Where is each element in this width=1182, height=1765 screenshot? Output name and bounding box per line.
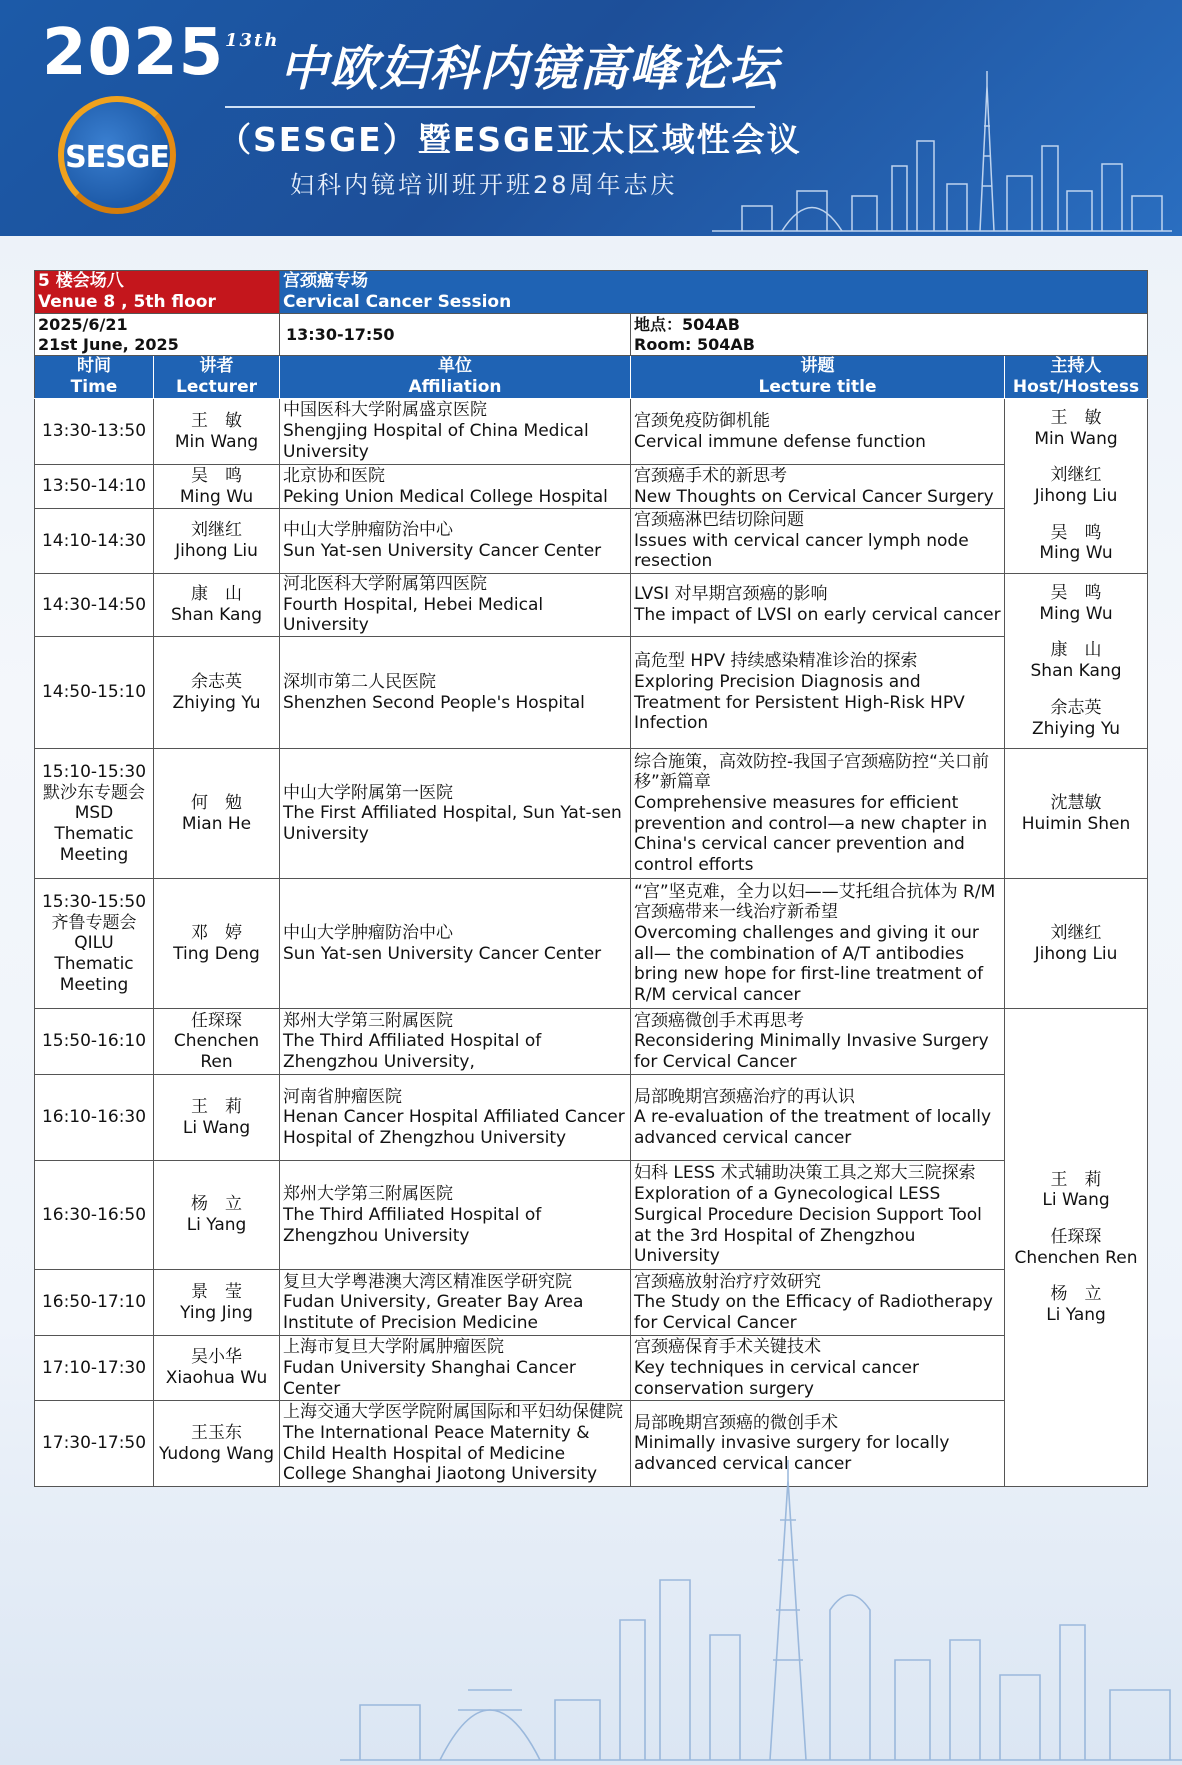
affiliation-cn: 中山大学肿瘤防治中心	[283, 520, 454, 541]
table-row	[35, 749, 1148, 879]
col-title-cn: 讲题	[800, 356, 835, 377]
host-en: Li Yang	[1046, 1305, 1106, 1326]
affiliation-cn: 河南省肿瘤医院	[283, 1086, 403, 1107]
time-cell: 14:30-14:50	[35, 574, 154, 637]
host-en: Huimin Shen	[1021, 813, 1131, 834]
lecturer-cell	[154, 1161, 280, 1270]
lecturer-cn: 王 莉	[191, 1096, 242, 1117]
affiliation-en: Henan Cancer Hospital Affiliated Cancer Hospital of Zhengzhou University	[283, 1107, 625, 1149]
topic-cn: 高危型 HPV 持续感染精准诊治的探索	[634, 651, 918, 672]
topic-cn: 综合施策，高效防控-我国子宫颈癌防控“关口前移”新篇章	[634, 751, 989, 793]
lecturer-en: Li Yang	[186, 1215, 247, 1236]
forum-title	[225, 30, 779, 99]
host-cn: 康 山	[1050, 640, 1102, 661]
host-cell	[1005, 574, 1148, 749]
column-header-row	[35, 356, 1148, 399]
col-affiliation-en: Affiliation	[408, 377, 502, 397]
topic-cell	[631, 509, 1005, 574]
host-cn: 任琛琛	[1050, 1226, 1102, 1247]
host-item	[1008, 523, 1144, 564]
lecturer-en: Li Wang	[182, 1117, 251, 1138]
logo-text: SESGE	[65, 140, 169, 175]
topic-en: Reconsidering Minimally Invasive Surgery for Cervical Cancer	[634, 1031, 989, 1073]
time-note-en: QILU Thematic Meeting	[54, 933, 134, 995]
date-cell	[35, 314, 280, 356]
topic-cell	[631, 879, 1005, 1009]
affiliation-cell	[280, 574, 631, 637]
table-row	[35, 879, 1148, 1009]
lecturer-cn: 景 莹	[191, 1281, 242, 1302]
lecturer-en: Min Wang	[174, 431, 259, 452]
table-row	[35, 465, 1148, 509]
lecturer-cn: 王 敏	[191, 410, 242, 431]
affiliation-cn: 河北医科大学附属第四医院	[283, 574, 488, 594]
topic-en: The impact of LVSI on early cervical cancer	[634, 605, 1001, 626]
lecturer-en: Jihong Liu	[175, 541, 258, 561]
affiliation-en: The International Peace Maternity & Child Health Hospital of Medicine College Shanghai Jiaotong University	[283, 1422, 598, 1485]
lecturer-cn: 余志英	[191, 671, 242, 692]
affiliation-en: Fudan University, Greater Bay Area Institute of Precision Medicine	[283, 1292, 584, 1334]
affiliation-en: Fudan University Shanghai Cancer Center	[283, 1357, 576, 1399]
host-en: Ming Wu	[1039, 543, 1113, 564]
table-row	[35, 1075, 1148, 1161]
lecturer-cell	[154, 574, 280, 637]
affiliation-cell	[280, 1161, 631, 1270]
topic-en: Overcoming challenges and giving it our all— the combination of A/T antibodies bring new hope for first-line treatment of R/M cervical cancer	[634, 922, 984, 1006]
affiliation-cell	[280, 1270, 631, 1336]
lecturer-cell	[154, 1270, 280, 1336]
host-item	[1008, 793, 1144, 834]
time-cell: 14:50-15:10	[35, 637, 154, 749]
lecturer-cn: 杨 立	[191, 1194, 242, 1215]
affiliation-cell	[280, 879, 631, 1009]
table-row	[35, 1161, 1148, 1270]
affiliation-cn: 郑州大学第三附属医院	[283, 1010, 454, 1031]
lecturer-en: Ming Wu	[179, 486, 254, 507]
bottom-skyline-illustration	[340, 1460, 1182, 1765]
topic-en: A re-evaluation of the treatment of locally advanced cervical cancer	[634, 1107, 992, 1149]
forum-title-text: 中欧妇科内镜高峰论坛	[279, 41, 780, 97]
lecturer-cell	[154, 749, 280, 879]
lecturer-cell	[154, 1075, 280, 1161]
host-item	[1008, 408, 1144, 449]
topic-cn: 妇科 LESS 术式辅助决策工具之郑大三院探索	[634, 1163, 976, 1184]
col-header-lecturer	[154, 356, 280, 399]
lecturer-cell	[154, 1009, 280, 1075]
host-en: Chenchen Ren	[1014, 1247, 1138, 1268]
host-en: Shan Kang	[1030, 661, 1122, 682]
lecturer-en: Ying Jing	[180, 1302, 253, 1323]
host-item	[1008, 1284, 1144, 1325]
topic-cell	[631, 465, 1005, 509]
time-cell	[35, 749, 154, 879]
header-banner	[0, 0, 1182, 236]
host-cell	[1005, 879, 1148, 1009]
topic-cn: LVSI 对早期宫颈癌的影响	[634, 584, 828, 605]
lecturer-en: Ting Deng	[173, 943, 260, 964]
host-cn: 吴 鸣	[1050, 522, 1102, 543]
host-en: Li Wang	[1042, 1190, 1110, 1211]
city-skyline-illustration	[702, 66, 1182, 236]
lecturer-en: Chenchen Ren	[173, 1031, 260, 1073]
affiliation-cn: 深圳市第二人民医院	[283, 671, 437, 692]
affiliation-cell	[280, 637, 631, 749]
lecturer-en: Shan Kang	[171, 605, 262, 626]
topic-en: Exploring Precision Diagnosis and Treatment for Persistent High-Risk HPV Infection	[634, 671, 965, 734]
time-cell	[35, 879, 154, 1009]
forum-tagline: 妇科内镜培训班开班28周年志庆	[290, 171, 678, 199]
time-value: 15:10-15:30	[41, 761, 147, 782]
topic-cell	[631, 1075, 1005, 1161]
topic-cn: 宫颈癌手术的新思考	[634, 465, 788, 486]
host-cn: 吴 鸣	[1050, 582, 1102, 603]
affiliation-cell	[280, 749, 631, 879]
host-cn: 沈慧敏	[1050, 792, 1102, 813]
topic-cn: 宫颈免疫防御机能	[634, 410, 771, 431]
location-en: Room: 504AB	[634, 334, 755, 354]
affiliation-en: Shenzhen Second People's Hospital	[283, 692, 585, 713]
lecturer-en: Xiaohua Wu	[165, 1368, 268, 1389]
lecturer-en: Zhiying Yu	[172, 692, 261, 713]
topic-cell	[631, 574, 1005, 637]
date-cn: 2025/6/21	[38, 314, 128, 334]
schedule-table	[34, 270, 1148, 1487]
col-affiliation-cn: 单位	[438, 356, 473, 377]
affiliation-cn: 北京协和医院	[283, 465, 386, 486]
host-cn: 杨 立	[1050, 1284, 1102, 1305]
edition-mark: 13th	[225, 30, 280, 51]
venue-cell	[35, 271, 280, 314]
forum-subtitle: （SESGE）暨ESGE亚太区域性会议	[218, 120, 802, 159]
host-en: Jihong Liu	[1034, 486, 1118, 506]
date-en: 21st June, 2025	[38, 334, 179, 354]
lecturer-cell	[154, 509, 280, 574]
col-time-cn: 时间	[77, 356, 111, 377]
time-cell: 16:30-16:50	[35, 1161, 154, 1270]
table-row	[35, 1270, 1148, 1336]
topic-en: Key techniques in cervical cancer conservation surgery	[634, 1357, 919, 1399]
host-cn: 王 敏	[1050, 407, 1102, 428]
session-title-en: Cervical Cancer Session	[283, 292, 512, 312]
host-item	[1008, 1170, 1144, 1211]
affiliation-cell	[280, 1009, 631, 1075]
topic-en: New Thoughts on Cervical Cancer Surgery	[634, 486, 994, 507]
affiliation-cn: 上海市复旦大学附属肿瘤医院	[283, 1337, 505, 1358]
affiliation-en: The Third Affiliated Hospital of Zhengzhou University,	[283, 1031, 542, 1073]
lecturer-cn: 邓 婷	[191, 922, 242, 943]
venue-cn: 5 楼会场八	[38, 271, 124, 292]
col-header-affiliation	[280, 356, 631, 399]
host-item	[1008, 698, 1144, 739]
topic-en: The Study on the Efficacy of Radiotherapy for Cervical Cancer	[634, 1292, 993, 1334]
lecturer-cell	[154, 1336, 280, 1401]
topic-cell	[631, 1009, 1005, 1075]
time-cell: 15:50-16:10	[35, 1009, 154, 1075]
topic-en: Issues with cervical cancer lymph node resection	[634, 530, 969, 572]
col-lecturer-en: Lecturer	[176, 377, 257, 397]
event-year: 2025	[42, 16, 225, 90]
col-header-time	[35, 356, 154, 399]
affiliation-cell	[280, 465, 631, 509]
affiliation-en: Shengjing Hospital of China Medical University	[283, 421, 589, 462]
topic-en: Cervical immune defense function	[634, 431, 926, 452]
affiliation-cn: 复旦大学粤港澳大湾区精准医学研究院	[283, 1271, 573, 1292]
topic-cn: 宫颈癌淋巴结切除问题	[634, 509, 805, 530]
session-title-cell	[280, 271, 1148, 314]
time-note-en: MSD Thematic Meeting	[54, 803, 134, 865]
topic-cn: “宫”坚克难，全力以妇——艾托组合抗体为 R/M 宫颈癌带来一线治疗新希望	[634, 881, 996, 923]
time-cell: 13:50-14:10	[35, 465, 154, 509]
table-row	[35, 399, 1148, 465]
host-item	[1008, 583, 1144, 624]
host-cn: 刘继红	[1050, 922, 1102, 943]
affiliation-cell	[280, 509, 631, 574]
topic-cn: 宫颈癌保育手术关键技术	[634, 1337, 822, 1358]
sesge-logo	[58, 96, 176, 214]
lecturer-en: Yudong Wang	[158, 1443, 275, 1464]
lecturer-en: Mian He	[181, 813, 252, 834]
session-banner-row	[35, 271, 1148, 314]
col-host-cn: 主持人	[1050, 356, 1102, 377]
session-title-cn: 宫颈癌专场	[283, 271, 369, 292]
lecturer-cn: 吴小华	[191, 1347, 242, 1368]
host-item	[1008, 465, 1144, 506]
lecturer-cell	[154, 879, 280, 1009]
host-en: Ming Wu	[1039, 603, 1113, 624]
time-note-cn: 齐鲁专题会	[51, 912, 137, 933]
affiliation-cell	[280, 1336, 631, 1401]
col-host-en: Host/Hostess	[1012, 377, 1140, 397]
topic-cell	[631, 399, 1005, 465]
lecturer-cell	[154, 465, 280, 509]
host-cn: 王 莉	[1050, 1169, 1102, 1190]
table-row	[35, 574, 1148, 637]
host-item	[1008, 1227, 1144, 1268]
lecturer-cn: 康 山	[191, 584, 242, 605]
session-time-cell: 13:30-17:50	[280, 314, 631, 356]
affiliation-cell	[280, 1075, 631, 1161]
time-cell: 16:10-16:30	[35, 1075, 154, 1161]
time-cell: 13:30-13:50	[35, 399, 154, 465]
topic-cell	[631, 1336, 1005, 1401]
time-value: 15:30-15:50	[41, 891, 147, 912]
affiliation-cn: 中国医科大学附属盛京医院	[283, 400, 488, 421]
topic-cn: 宫颈癌微创手术再思考	[634, 1010, 805, 1031]
lecturer-cn: 吴 鸣	[191, 465, 242, 486]
session-info-row	[35, 314, 1148, 356]
affiliation-en: The Third Affiliated Hospital of Zhengzhou University	[283, 1204, 542, 1246]
lecturer-cell	[154, 1401, 280, 1487]
affiliation-en: Peking Union Medical College Hospital	[283, 486, 608, 507]
host-cn: 余志英	[1050, 697, 1102, 718]
host-item	[1008, 923, 1144, 964]
affiliation-cn: 上海交通大学医学院附属国际和平妇幼保健院	[283, 1402, 624, 1423]
topic-en: Comprehensive measures for efficient prevention and control—a new chapter in China's cervical cancer prevention and control efforts	[634, 792, 988, 876]
location-cell	[631, 314, 1148, 356]
topic-cn: 宫颈癌放射治疗疗效研究	[634, 1271, 822, 1292]
affiliation-cn: 郑州大学第三附属医院	[283, 1184, 454, 1205]
time-cell: 14:10-14:30	[35, 509, 154, 574]
host-en: Jihong Liu	[1034, 943, 1118, 964]
title-divider	[225, 106, 755, 108]
topic-cell	[631, 749, 1005, 879]
host-en: Min Wang	[1034, 428, 1118, 449]
col-time-en: Time	[70, 377, 118, 397]
lecturer-cell	[154, 399, 280, 465]
time-cell: 16:50-17:10	[35, 1270, 154, 1336]
lecturer-cell	[154, 637, 280, 749]
venue-en: Venue 8 , 5th floor	[38, 292, 216, 312]
topic-en: Minimally invasive surgery for locally advanced cervical cancer	[634, 1433, 950, 1475]
host-cell	[1005, 399, 1148, 574]
table-row	[35, 1336, 1148, 1401]
time-cell: 17:30-17:50	[35, 1401, 154, 1487]
location-cn: 地点：504AB	[634, 314, 740, 334]
host-item	[1008, 640, 1144, 681]
affiliation-en: Sun Yat-sen University Cancer Center	[283, 541, 602, 561]
lecturer-cn: 任琛琛	[191, 1010, 242, 1031]
table-row	[35, 1009, 1148, 1075]
topic-en: Exploration of a Gynecological LESS Surgical Procedure Decision Support Tool at the 3rd Hospital of Zhengzhou University	[634, 1184, 982, 1267]
col-lecturer-cn: 讲者	[199, 356, 234, 377]
topic-cell	[631, 1161, 1005, 1270]
affiliation-en: The First Affiliated Hospital, Sun Yat-sen University	[283, 803, 622, 845]
topic-cn: 局部晚期宫颈癌治疗的再认识	[634, 1086, 856, 1107]
lecturer-cn: 王玉东	[191, 1422, 242, 1443]
affiliation-cell	[280, 399, 631, 465]
col-title-en: Lecture title	[758, 377, 877, 397]
time-cell: 17:10-17:30	[35, 1336, 154, 1401]
affiliation-cn: 中山大学肿瘤防治中心	[283, 922, 454, 943]
affiliation-en: Sun Yat-sen University Cancer Center	[283, 943, 602, 964]
table-row	[35, 509, 1148, 574]
affiliation-en: Fourth Hospital, Hebei Medical University	[283, 594, 544, 636]
host-cell	[1005, 749, 1148, 879]
host-en: Zhiying Yu	[1031, 718, 1121, 739]
time-note-cn: 默沙东专题会	[43, 782, 145, 803]
table-row	[35, 637, 1148, 749]
col-header-host	[1005, 356, 1148, 399]
topic-cell	[631, 1270, 1005, 1336]
host-cn: 刘继红	[1050, 465, 1102, 486]
host-cell	[1005, 1009, 1148, 1487]
topic-cn: 局部晚期宫颈癌的微创手术	[634, 1412, 839, 1433]
lecturer-cn: 何 勉	[191, 792, 242, 813]
affiliation-cn: 中山大学附属第一医院	[283, 782, 454, 803]
lecturer-cn: 刘继红	[191, 520, 242, 541]
topic-cell	[631, 637, 1005, 749]
col-header-title	[631, 356, 1005, 399]
